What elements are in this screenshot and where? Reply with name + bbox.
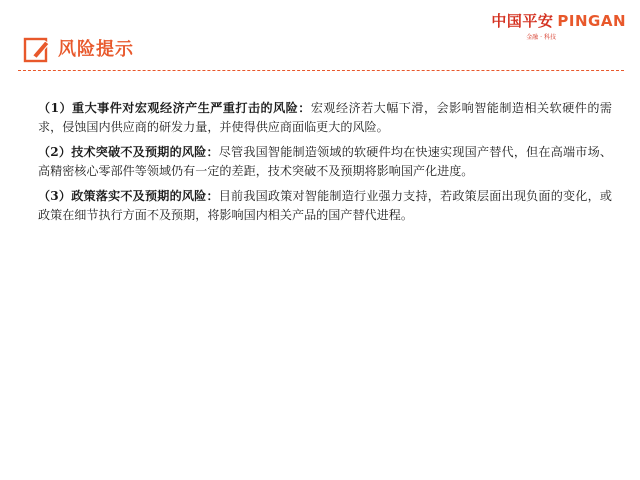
risk-item-policy bbox=[38, 187, 612, 224]
logo-english-name: PINGAN bbox=[557, 12, 626, 30]
risk-heading: （3）政策落实不及预期的风险： bbox=[38, 189, 219, 203]
risk-body: 目前我国政策对智能制造行业强力支持，若政策层面出现负面的变化，或政策在细节执行方面不及预期，将影响国内相关产品的国产替代进程。 bbox=[38, 189, 612, 222]
page-title: 风险提示 bbox=[58, 39, 134, 60]
risk-heading: （2）技术突破不及预期的风险： bbox=[38, 145, 219, 159]
risk-body: 尽管我国智能制造领域的软硬件均在快速实现国产替代，但在高端市场、高精密核心零部件等领域仍有一定的差距，技术突破不及预期将影响国产化进度。 bbox=[38, 145, 612, 178]
edit-icon bbox=[23, 36, 51, 64]
title-divider bbox=[18, 70, 624, 71]
risk-item-macro bbox=[38, 99, 612, 136]
logo-wordmark bbox=[486, 10, 626, 31]
logo-tagline: 金融 · 科技 bbox=[526, 34, 556, 41]
risk-heading: （1）重大事件对宏观经济产生严重打击的风险： bbox=[38, 101, 311, 115]
pingan-logo bbox=[486, 10, 626, 41]
logo-chinese-name: 中国平安 bbox=[491, 12, 554, 30]
risk-list bbox=[38, 99, 612, 231]
risk-body: 宏观经济若大幅下滑，会影响智能制造相关软硬件的需求，侵蚀国内供应商的研发力量，并使得供应商面临更大的风险。 bbox=[38, 101, 612, 134]
risk-item-technology bbox=[38, 143, 612, 180]
